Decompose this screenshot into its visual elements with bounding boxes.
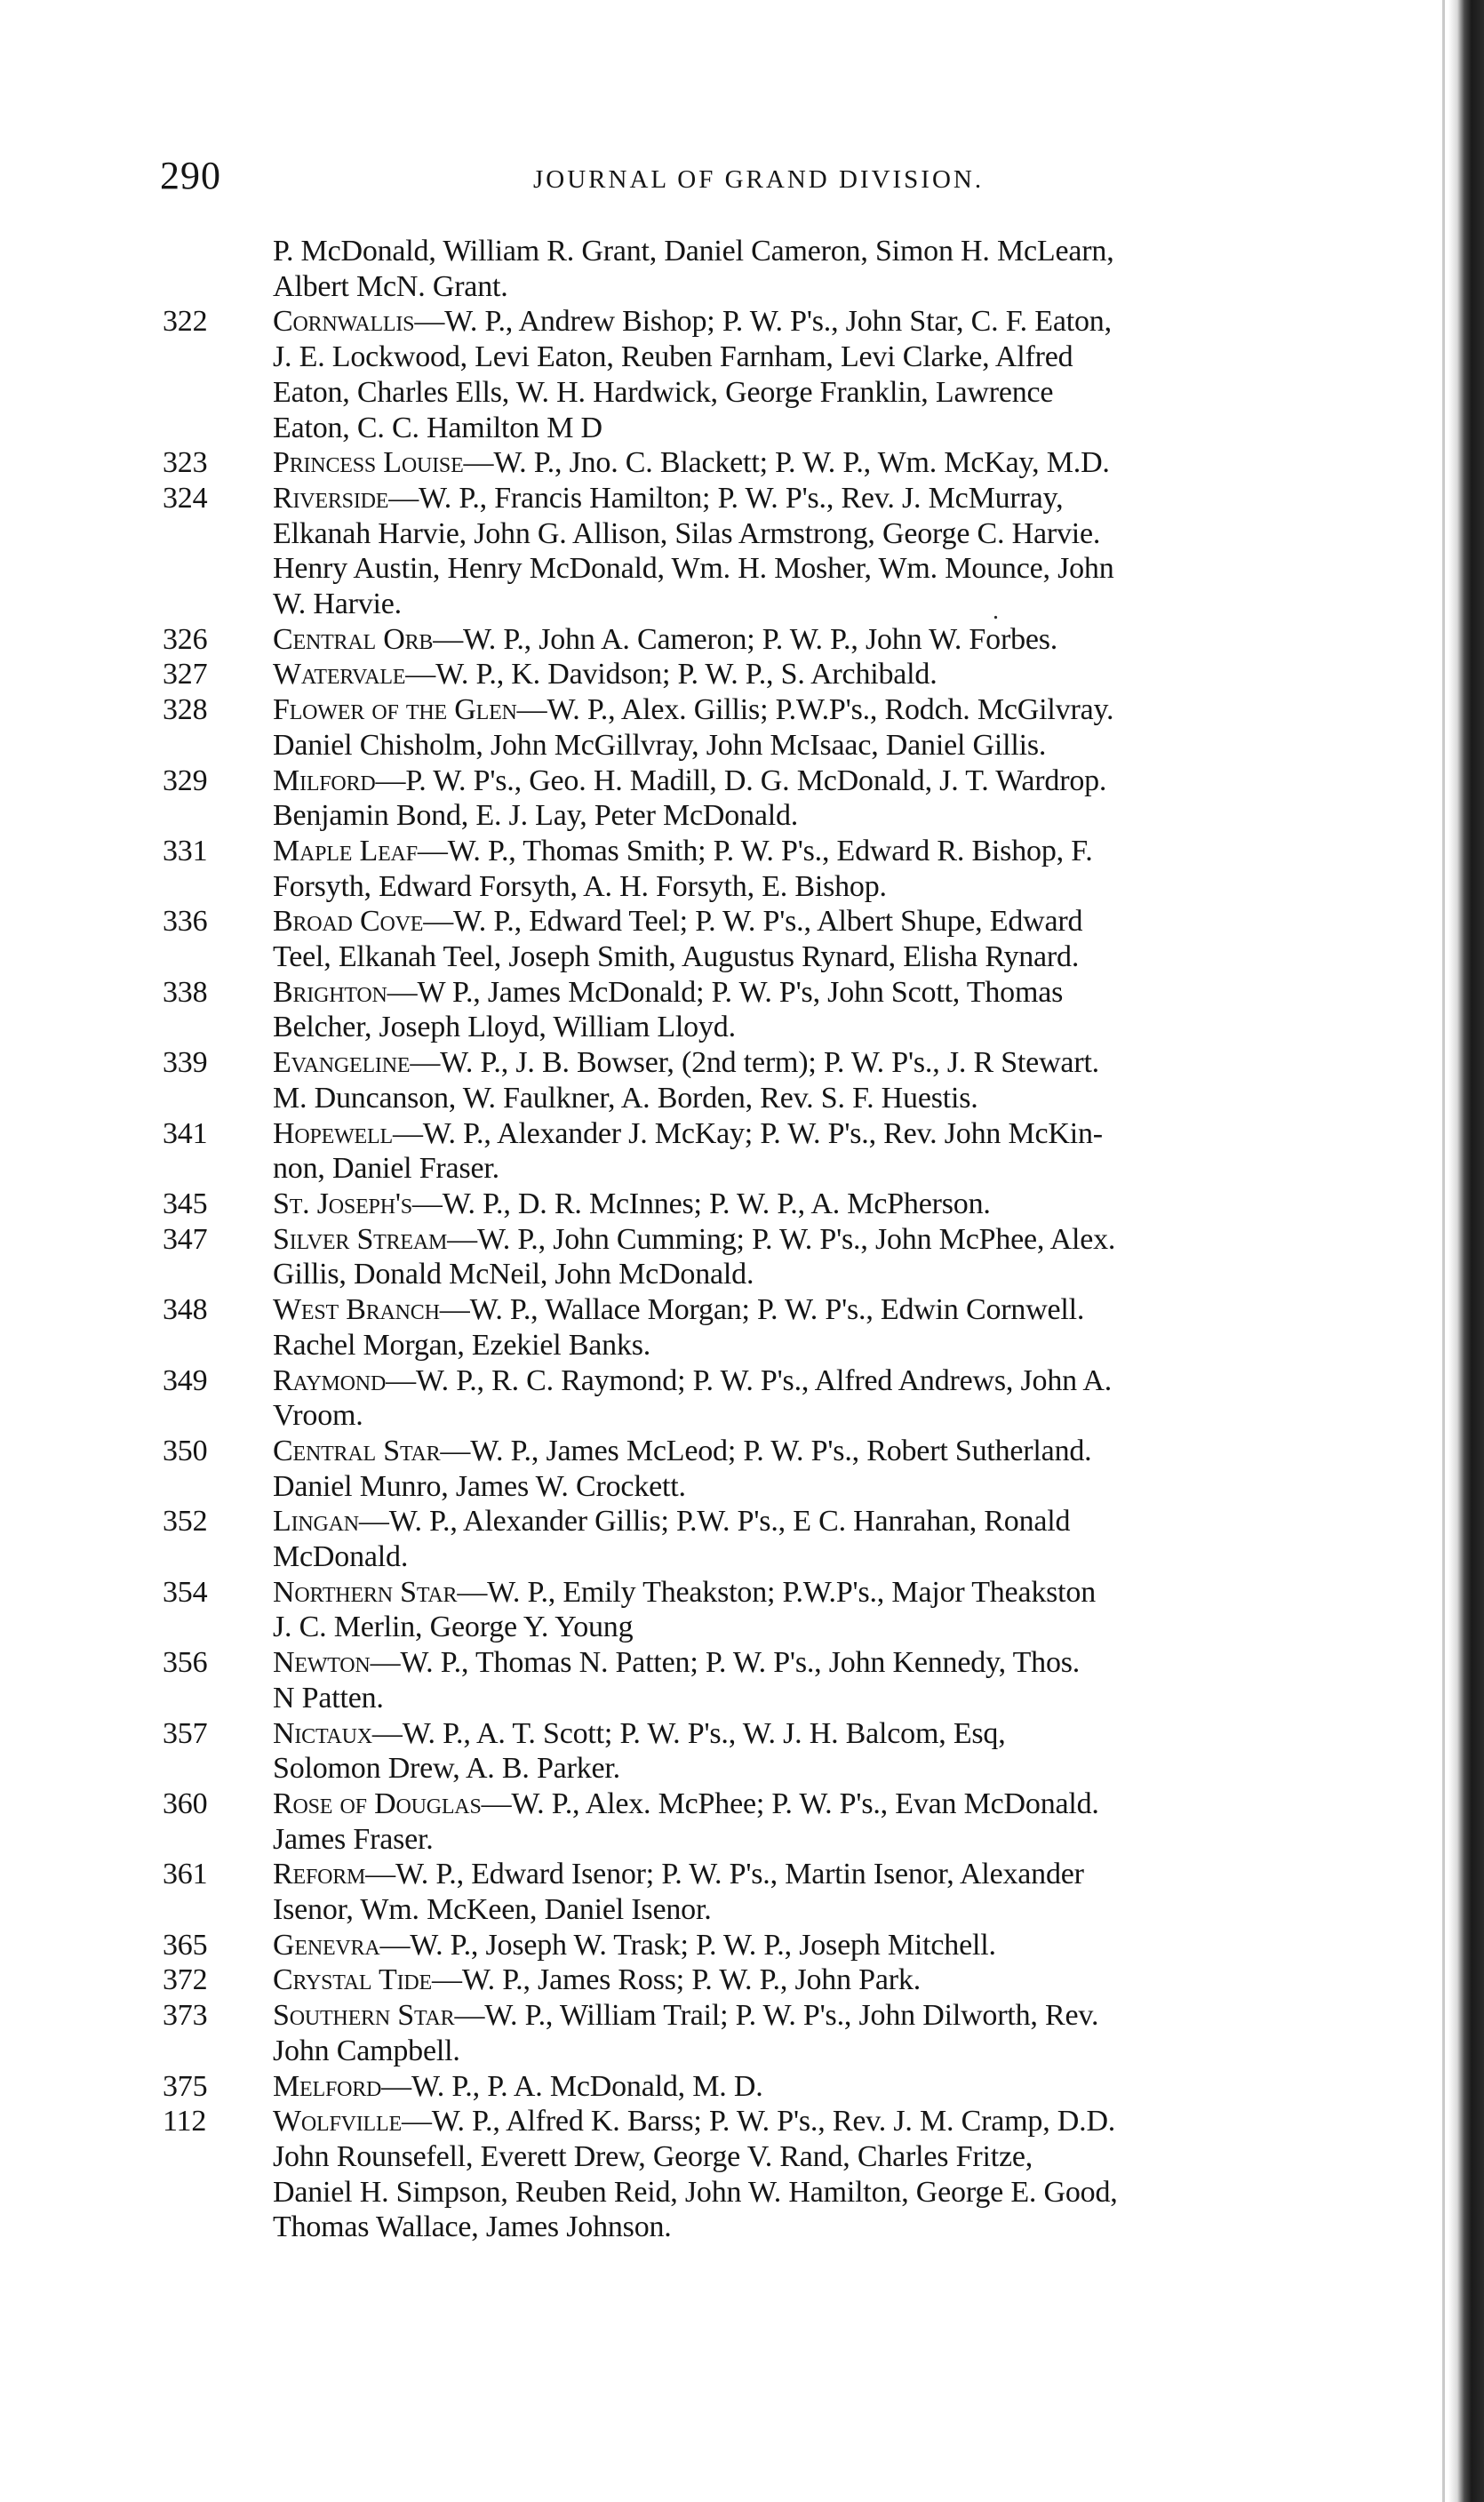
entry-line [273, 2034, 1407, 2069]
division-entry [163, 1962, 1407, 1998]
division-name: Evangeline [273, 1046, 411, 1080]
entry-line [273, 516, 1407, 552]
entry-text: Benjamin Bond, E. J. Lay, Peter McDonald. [273, 799, 799, 833]
name-separator: — [379, 1928, 411, 1962]
entry-line [273, 798, 1407, 834]
entry-line [273, 1151, 1407, 1187]
division-entry [163, 834, 1407, 904]
entry-line [273, 939, 1407, 975]
entry-text: Vroom. [273, 1399, 363, 1433]
division-name: Reform [273, 1858, 366, 1891]
entry-text: W. P., Edward Teel; P. W. P's., Albert Shupe, Edward [453, 905, 1083, 939]
entry-text: W. P., Emily Theakston; P.W.P's., Major Theakston [487, 1575, 1097, 1609]
entry-line [273, 692, 1407, 728]
entry-text: W. P., Thomas Smith; P. W. P's., Edward R. Bishop, F. [447, 834, 1093, 867]
name-separator: — [433, 622, 464, 656]
entry-line [273, 2175, 1407, 2210]
division-number: 327 [163, 658, 208, 691]
name-separator: — [463, 446, 494, 480]
entry-text: Daniel Chisholm, John McGillvray, John McIsaac, Daniel Gillis. [273, 728, 1047, 762]
division-number: 112 [163, 2105, 207, 2138]
division-entry [163, 1116, 1407, 1187]
entry-text: W. P., Joseph W. Trask; P. W. P., Joseph Mitchell. [410, 1928, 996, 1962]
division-number: 328 [163, 693, 208, 727]
entry-text: non, Daniel Fraser. [273, 1152, 499, 1186]
division-number: 323 [163, 446, 208, 480]
division-number: 350 [163, 1434, 208, 1467]
entry-line [273, 1575, 1407, 1611]
entry-text: W. P., D. R. McInnes; P. W. P., A. McPherson. [442, 1187, 991, 1220]
entry-text: John Campbell. [273, 2034, 460, 2067]
division-name: Watervale [273, 658, 406, 691]
division-entry [163, 2104, 1407, 2245]
entry-line [273, 304, 1407, 340]
division-name: St. Joseph's [273, 1187, 412, 1220]
name-separator: — [447, 1222, 477, 1256]
entry-text: W. P., Alexander J. McKay; P. W. P's., Rev. John McKin- [422, 1116, 1103, 1150]
division-entry [163, 975, 1407, 1045]
division-entry [163, 304, 1407, 445]
name-separator: — [375, 763, 406, 797]
entry-text: W. P., William Trail; P. W. P's., John Dilworth, Rev. [484, 1999, 1099, 2033]
division-number: 331 [163, 834, 208, 867]
entry-text: Eaton, Charles Ells, W. H. Hardwick, George Franklin, Lawrence [273, 375, 1054, 409]
division-name: Wolfville [273, 2105, 402, 2138]
division-number: 373 [163, 1999, 208, 2033]
entry-text: N Patten. [273, 1681, 384, 1715]
entry-text: Teel, Elkanah Teel, Joseph Smith, Augustus Rynard, Elisha Rynard. [273, 940, 1080, 974]
division-number: 356 [163, 1646, 208, 1680]
name-separator: — [387, 975, 418, 1009]
division-name: Maple Leaf [273, 834, 418, 867]
scan-page-edge [1448, 0, 1484, 2502]
entry-line [273, 1116, 1407, 1152]
division-name: Cornwallis [273, 305, 415, 339]
entry-line [273, 1045, 1407, 1081]
entry-text: W. P., Alex. Gillis; P.W.P's., Rodch. McGilvray. [547, 693, 1114, 727]
entry-text: W. P., Francis Hamilton; P. W. P's., Rev. J. McMurray, [419, 481, 1064, 515]
division-entry [163, 1575, 1407, 1645]
division-number: 336 [163, 905, 208, 939]
entry-line [273, 1751, 1407, 1787]
name-separator: — [457, 1575, 488, 1609]
division-entry [163, 2069, 1407, 2105]
entry-line [273, 763, 1407, 799]
entry-text: W. Harvie. [273, 588, 402, 621]
entry-line [273, 481, 1407, 516]
entry-line [273, 1645, 1407, 1681]
name-separator: — [392, 1116, 423, 1150]
division-entry [163, 1645, 1407, 1715]
entry-text: W. P., Wallace Morgan; P. W. P's., Edwin Cornwell. [469, 1293, 1085, 1327]
division-number: 354 [163, 1575, 208, 1609]
division-name: Raymond [273, 1363, 387, 1397]
division-entry [163, 763, 1407, 834]
division-number: 365 [163, 1928, 208, 1962]
division-entry [163, 1857, 1407, 1927]
entry-line [273, 1787, 1407, 1822]
division-entry [163, 1787, 1407, 1857]
division-name: Southern Star [273, 1999, 455, 2033]
division-number: 372 [163, 1963, 208, 1997]
entry-line [273, 1610, 1407, 1645]
entry-line [273, 975, 1407, 1011]
division-number: 324 [163, 481, 208, 515]
division-entry [163, 1187, 1407, 1222]
division-name: Lingan [273, 1505, 359, 1539]
division-name: Milford [273, 763, 376, 797]
entry-line [273, 411, 1407, 446]
entry-text: W. P., John Cumming; P. W. P's., John McPhee, Alex. [476, 1222, 1116, 1256]
entry-text: W. P., Alfred K. Barss; P. W. P's., Rev. J. M. Cramp, D.D. [431, 2105, 1116, 2138]
entry-line [273, 445, 1407, 481]
division-name: Crystal Tide [273, 1963, 433, 1997]
division-entry [163, 1998, 1407, 2068]
entry-line [273, 657, 1407, 692]
entry-line [273, 1222, 1407, 1258]
name-separator: — [440, 1434, 471, 1467]
division-entry [163, 234, 1407, 304]
division-name: Genevra [273, 1928, 380, 1962]
division-name: Newton [273, 1646, 371, 1680]
division-number: 348 [163, 1293, 208, 1327]
division-name: Flower of the Glen [273, 693, 517, 727]
name-separator: — [370, 1646, 401, 1680]
entry-text: Isenor, Wm. McKeen, Daniel Isenor. [273, 1893, 712, 1927]
entry-text: W. P., John A. Cameron; P. W. P., John W. Forbes. [463, 622, 1058, 656]
entry-line [273, 1434, 1407, 1469]
division-name: Nictaux [273, 1716, 372, 1750]
name-separator: — [371, 1716, 403, 1750]
entry-text: P. W. P's., Geo. H. Madill, D. G. McDonald, J. T. Wardrop. [405, 763, 1107, 797]
entry-line [273, 622, 1407, 658]
division-name: Hopewell [273, 1116, 393, 1150]
division-name: West Branch [273, 1293, 440, 1327]
entry-line [273, 2210, 1407, 2245]
name-separator: — [454, 1999, 485, 2033]
entry-text: W. P., R. C. Raymond; P. W. P's., Alfred Andrews, John A. [415, 1363, 1113, 1397]
entry-line [273, 375, 1407, 411]
division-number: 349 [163, 1363, 208, 1397]
division-number: 338 [163, 975, 208, 1009]
division-entry [163, 1434, 1407, 1504]
division-name: Riverside [273, 481, 389, 515]
name-separator: — [432, 1963, 462, 1997]
division-name: Central Star [273, 1434, 441, 1467]
entry-line [273, 1998, 1407, 2034]
stray-mark: . [993, 597, 999, 625]
division-number: 322 [163, 305, 208, 339]
entry-line [273, 1328, 1407, 1363]
division-entry [163, 657, 1407, 692]
entry-text: W. P., Jno. C. Blackett; P. W. P., Wm. McKay, M.D. [493, 446, 1110, 480]
entry-text: Eaton, C. C. Hamilton M D [273, 411, 602, 444]
division-entry [163, 1363, 1407, 1434]
entry-line [273, 1857, 1407, 1892]
entry-text: Elkanah Harvie, John G. Allison, Silas Armstrong, George C. Harvie. [273, 516, 1101, 550]
entry-line [273, 551, 1407, 587]
division-entry [163, 1045, 1407, 1115]
entry-line [273, 1962, 1407, 1998]
division-entry [163, 481, 1407, 622]
entry-text: W. P., P. A. McDonald, M. D. [411, 2069, 763, 2103]
entry-line [273, 1681, 1407, 1716]
running-head: JOURNAL OF GRAND DIVISION. [533, 165, 985, 194]
entry-line [273, 1363, 1407, 1399]
division-number: 361 [163, 1858, 208, 1891]
entry-line [273, 340, 1407, 375]
division-entry [163, 1222, 1407, 1292]
name-separator: — [386, 1363, 416, 1397]
entry-text: Thomas Wallace, James Johnson. [273, 2210, 672, 2244]
entry-line [273, 904, 1407, 939]
division-name: Central Orb [273, 622, 434, 656]
entry-text: Henry Austin, Henry McDonald, Wm. H. Mosher, Wm. Mounce, John [273, 552, 1114, 586]
entry-line [273, 269, 1407, 305]
name-separator: — [381, 2069, 411, 2103]
entry-text: Solomon Drew, A. B. Parker. [273, 1752, 620, 1786]
entry-line [273, 2104, 1407, 2139]
entry-text: J. C. Merlin, George Y. Young [273, 1611, 634, 1644]
entry-line [273, 1257, 1407, 1292]
division-number: 347 [163, 1222, 208, 1256]
entry-line [273, 834, 1407, 869]
division-name: Broad Cove [273, 905, 424, 939]
entry-text: W. P., James McLeod; P. W. P's., Robert Sutherland. [470, 1434, 1092, 1467]
division-entry [163, 1716, 1407, 1787]
page-number: 290 [160, 154, 221, 197]
entry-line [273, 1716, 1407, 1752]
entry-text: W. P., Alex. McPhee; P. W. P's., Evan McDonald. [511, 1787, 1099, 1820]
name-separator: — [417, 834, 448, 867]
entry-line [273, 1539, 1407, 1575]
entry-text: W P., James McDonald; P. W. P's, John Scott, Thomas [417, 975, 1064, 1009]
name-separator: — [358, 1505, 389, 1539]
entry-line [273, 587, 1407, 622]
entry-text: W. P., Edward Isenor; P. W. P's., Martin Isenor, Alexander [395, 1858, 1084, 1891]
division-number: 341 [163, 1116, 208, 1150]
entry-text: P. McDonald, William R. Grant, Daniel Cameron, Simon H. McLearn, [273, 235, 1114, 268]
division-name: Princess Louise [273, 446, 464, 480]
entry-line [273, 728, 1407, 763]
entry-line [273, 2069, 1407, 2105]
entry-text: M. Duncanson, W. Faulkner, A. Borden, Rev. S. F. Huestis. [273, 1081, 978, 1115]
entry-text: W. P., A. T. Scott; P. W. P's., W. J. H. Balcom, Esq, [402, 1716, 1006, 1750]
division-number: 339 [163, 1046, 208, 1080]
entry-text: Belcher, Joseph Lloyd, William Lloyd. [273, 1011, 736, 1044]
name-separator: — [388, 481, 419, 515]
division-list [163, 234, 1407, 2245]
entry-text: James Fraser. [273, 1822, 434, 1856]
name-separator: — [405, 658, 436, 691]
entry-text: John Rounsefell, Everett Drew, George V. Rand, Charles Fritze, [273, 2139, 1033, 2173]
division-entry [163, 692, 1407, 763]
division-name: Silver Stream [273, 1222, 448, 1256]
entry-text: W. P., K. Davidson; P. W. P., S. Archibald. [435, 658, 937, 691]
division-entry [163, 622, 1407, 658]
division-number: 352 [163, 1505, 208, 1539]
page-header [160, 153, 1404, 206]
entry-line [273, 1928, 1407, 1963]
division-name: Brighton [273, 975, 387, 1009]
entry-text: W. P., Thomas N. Patten; P. W. P's., John Kennedy, Thos. [400, 1646, 1081, 1680]
entry-line [273, 1081, 1407, 1116]
division-number: 375 [163, 2069, 208, 2103]
name-separator: — [411, 1187, 443, 1220]
entry-text: Daniel Munro, James W. Crockett. [273, 1469, 686, 1503]
entry-text: McDonald. [273, 1540, 409, 1574]
entry-line [273, 1469, 1407, 1505]
entry-text: W. P., Alexander Gillis; P.W. P's., E C. Hanrahan, Ronald [388, 1505, 1071, 1539]
division-name: Rose of Douglas [273, 1787, 482, 1820]
division-entry [163, 1928, 1407, 1963]
name-separator: — [481, 1787, 512, 1820]
entry-line [273, 234, 1407, 269]
entry-text: W. P., James Ross; P. W. P., John Park. [461, 1963, 922, 1997]
entry-text: Rachel Morgan, Ezekiel Banks. [273, 1328, 651, 1362]
name-separator: — [439, 1293, 470, 1327]
entry-text: Gillis, Donald McNeil, John McDonald. [273, 1258, 754, 1291]
scan-edge-line [1442, 0, 1445, 2502]
entry-line [273, 1504, 1407, 1539]
entry-line [273, 1187, 1407, 1222]
division-name: Northern Star [273, 1575, 458, 1609]
entry-line [273, 2139, 1407, 2175]
entry-line [273, 1822, 1407, 1858]
entry-line [273, 1892, 1407, 1928]
entry-text: W. P., J. B. Bowser, (2nd term); P. W. P's., J. R Stewart. [440, 1046, 1099, 1080]
entry-text: J. E. Lockwood, Levi Eaton, Reuben Farnham, Levi Clarke, Alfred [273, 340, 1073, 374]
name-separator: — [423, 905, 453, 939]
division-entry [163, 445, 1407, 481]
name-separator: — [414, 305, 445, 339]
division-entry [163, 904, 1407, 974]
division-number: 360 [163, 1787, 208, 1820]
entry-line [273, 1010, 1407, 1045]
name-separator: — [410, 1046, 441, 1080]
division-number: 345 [163, 1187, 208, 1220]
name-separator: — [516, 693, 547, 727]
division-number: 357 [163, 1716, 208, 1750]
entry-line [273, 1292, 1407, 1328]
division-name: Melford [273, 2069, 382, 2103]
division-number: 329 [163, 763, 208, 797]
entry-text: Albert McN. Grant. [273, 269, 508, 303]
name-separator: — [401, 2105, 432, 2138]
division-entry [163, 1504, 1407, 1574]
division-entry [163, 1292, 1407, 1363]
entry-text: Daniel H. Simpson, Reuben Reid, John W. Hamilton, George E. Good, [273, 2175, 1118, 2209]
name-separator: — [365, 1858, 395, 1891]
entry-text: Forsyth, Edward Forsyth, A. H. Forsyth, E. Bishop. [273, 869, 887, 903]
entry-line [273, 869, 1407, 905]
entry-line [273, 1398, 1407, 1434]
entry-text: W. P., Andrew Bishop; P. W. P's., John Star, C. F. Eaton, [444, 305, 1112, 339]
division-number: 326 [163, 622, 208, 656]
